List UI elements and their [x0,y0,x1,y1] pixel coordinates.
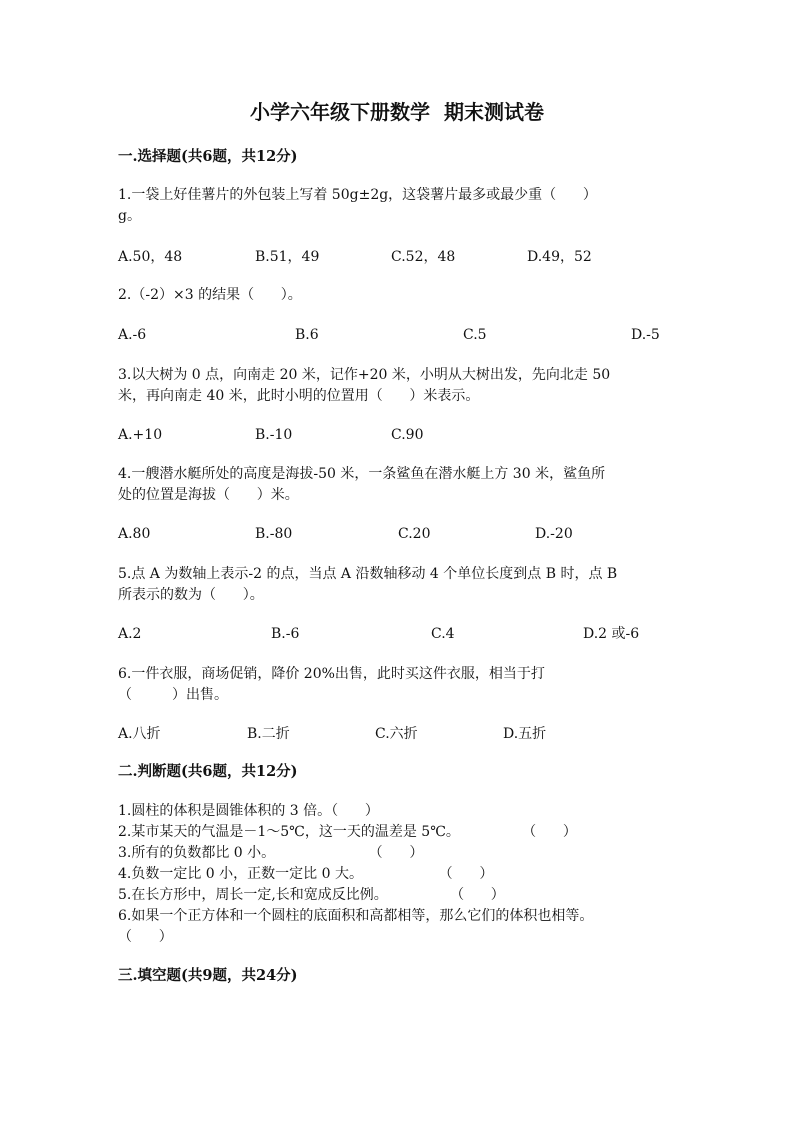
question-4-option-b: B.-80 [255,526,293,542]
question-6-option-a: A.八折 [118,726,161,742]
judgement-item-6-bracket: （ ） [118,929,173,945]
question-2-line-1: 2.（-2）×3 的结果（ ）。 [118,287,302,303]
question-4-line-1: 4.一艘潜水艇所处的高度是海拔-50 米，一条鲨鱼在潜水艇上方 30 米，鲨鱼所 [118,466,606,482]
question-2-option-c: C.5 [463,327,487,343]
question-1-option-d: D.49，52 [527,249,592,265]
question-4-option-d: D.-20 [535,526,573,542]
section-heading-choice: 一.选择题(共6题，共12分) [118,148,298,165]
question-5-option-a: A.2 [118,626,142,642]
question-5-option-d: D.2 或-6 [583,626,640,642]
question-5-line-1: 5.点 A 为数轴上表示-2 的点，当点 A 沿数轴移动 4 个单位长度到点 B 时，点 B [118,566,618,582]
question-2-option-b: B.6 [295,327,319,343]
question-6-option-b: B.二折 [247,726,290,742]
question-1-option-b: B.51，49 [255,249,320,265]
question-3-option-b: B.-10 [255,427,293,443]
question-5-option-c: C.4 [431,626,455,642]
judgement-item-3: 3.所有的负数都比 0 小。 （ ） [118,845,424,861]
question-3-option-c: C.90 [391,427,424,443]
question-5-option-b: B.-6 [271,626,300,642]
section-heading-judgement: 二.判断题(共6题，共12分) [118,763,298,780]
question-3-line-1: 3.以大树为 0 点，向南走 20 米，记作+20 米，小明从大树出发，先向北走 50 [118,367,611,383]
question-1-line-2: g。 [118,208,141,224]
question-4-option-a: A.80 [118,526,151,542]
question-1-option-a: A.50，48 [118,249,183,265]
judgement-item-5: 5.在长方形中，周长一定,长和宽成反比例。 （ ） [118,887,505,903]
question-4-option-c: C.20 [398,526,431,542]
question-2-option-d: D.-5 [631,327,660,343]
question-1-line-1: 1.一袋上好佳薯片的外包装上写着 50g±2g，这袋薯片最多或最少重（ ） [118,187,597,203]
question-2-option-a: A.-6 [118,327,147,343]
question-6-option-c: C.六折 [375,726,418,742]
judgement-item-2: 2.某市某天的气温是－1～5℃，这一天的温差是 5℃。 （ ） [118,824,577,840]
question-6-option-d: D.五折 [503,726,547,742]
question-3-line-2: 米，再向南走 40 米，此时小明的位置用（ ）米表示。 [118,388,480,404]
question-3-option-a: A.+10 [118,427,163,443]
page-title: 小学六年级下册数学 期末测试卷 [250,100,544,124]
question-6-line-1: 6.一件衣服，商场促销，降价 20%出售，此时买这件衣服，相当于打 [118,666,545,682]
question-4-line-2: 处的位置是海拔（ ）米。 [118,487,299,503]
judgement-item-6: 6.如果一个正方体和一个圆柱的底面积和高都相等，那么它们的体积也相等。 [118,908,594,924]
judgement-item-1: 1.圆柱的体积是圆锥体积的 3 倍。（ ） [118,803,379,819]
question-6-line-2: （ ）出售。 [118,687,229,703]
section-heading-fill-in: 三.填空题(共9题，共24分) [118,967,298,984]
judgement-item-4: 4.负数一定比 0 小，正数一定比 0 大。 （ ） [118,866,494,882]
question-5-line-2: 所表示的数为（ ）。 [118,587,264,603]
question-1-option-c: C.52，48 [391,249,456,265]
